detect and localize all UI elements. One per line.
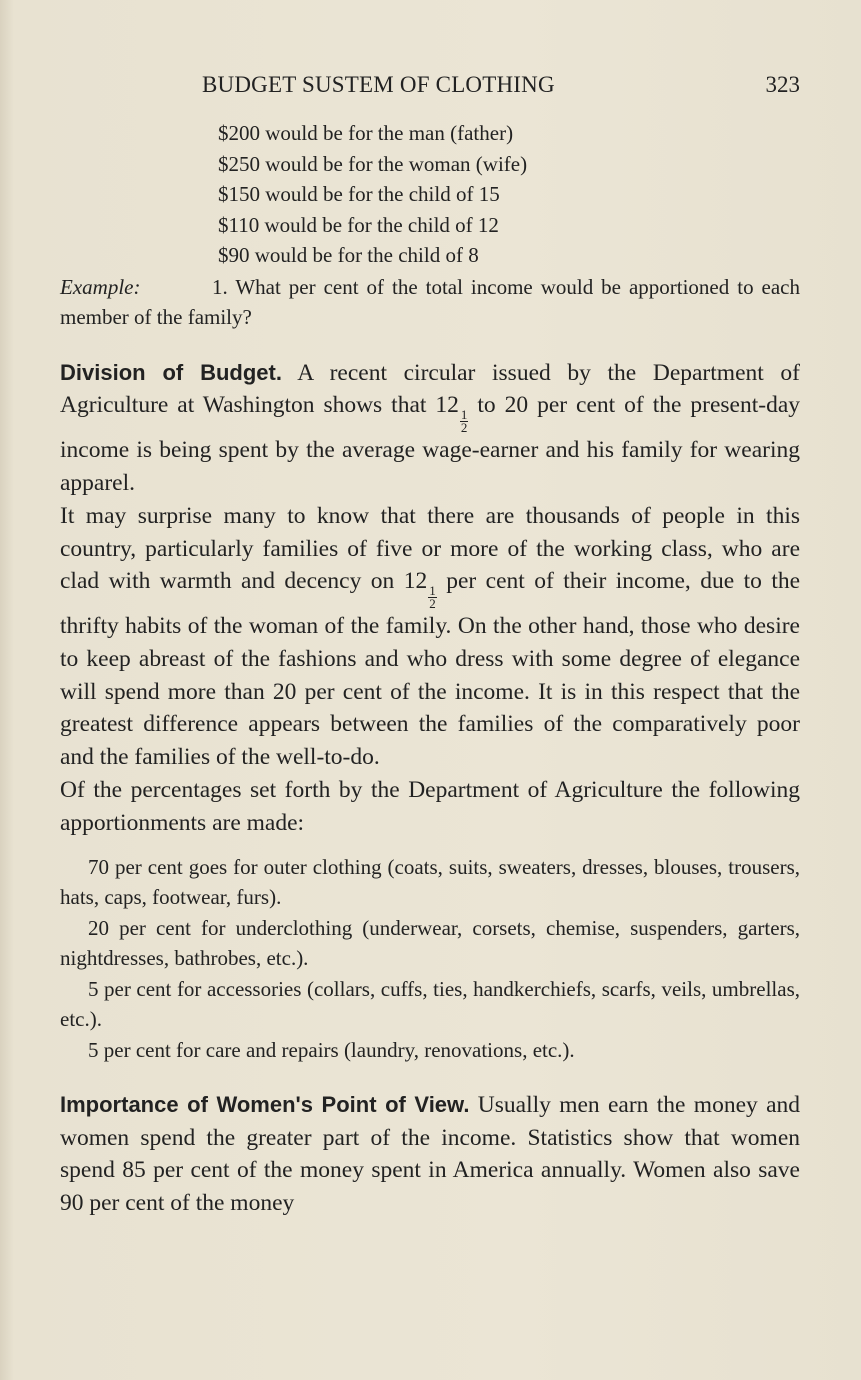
apportionment-item: 20 per cent for underclothing (underwear, corsets, chemise, suspenders, garters, nightdresses, bathrobes, etc.). <box>60 915 800 971</box>
fraction-half: $\frac{1}{2}$ <box>460 407 468 436</box>
apportionment-list <box>60 852 800 1066</box>
allocation-item: $150 would be for the child of 15 <box>218 182 500 206</box>
section-heading-importance: Importance of Women's Point of View. <box>60 1092 470 1118</box>
section-heading-division: Division of Budget. <box>60 359 282 385</box>
example-label: Example: <box>60 274 141 299</box>
division-text-a: A recent circular issued by the Department of Agriculture at Washington shows that 12 <box>60 359 800 419</box>
allocation-item: $110 would be for the child of 12 <box>218 212 499 237</box>
allocation-list <box>218 118 800 271</box>
allocation-item: $90 would be for the child of 8 <box>218 243 479 267</box>
fraction-half: $\frac{1}{2}$ <box>429 583 436 612</box>
page-body <box>60 118 800 1220</box>
division-paragraph-3: Of the percentages set forth by the Department of Agriculture the following apportionments are made: <box>60 777 800 837</box>
allocation-item: $250 would be for the woman (wife) <box>218 151 528 176</box>
apportionment-item: 70 per cent goes for outer clothing (coats, suits, sweaters, dresses, blouses, trousers, hats, caps, footwear, furs). <box>60 854 800 910</box>
running-title: BUDGET SUSTEM OF CLOTHING <box>202 72 555 97</box>
example-paragraph <box>60 272 800 333</box>
example-text: 1. What per cent of the total income would be apportioned to each member of the family? <box>60 274 800 329</box>
page-number: 323 <box>765 72 800 97</box>
importance-text: Usually men earn the money and women spend the greater part of the income. Statistics show that women spend 85 per cent of the money spent in America annually. Women also save 90 per cent of the money <box>60 1092 801 1216</box>
importance-paragraph <box>60 1089 800 1219</box>
division-paragraph-1 <box>60 357 800 500</box>
division-paragraph-2 <box>60 500 800 773</box>
apportionment-item: 5 per cent for accessories (collars, cuffs, ties, handkerchiefs, scarfs, veils, umbrellas, etc.). <box>60 976 800 1032</box>
apportionment-item: 5 per cent for care and repairs (laundry, renovations, etc.). <box>88 1037 575 1062</box>
allocation-item: $200 would be for the man (father) <box>218 121 514 145</box>
division-p2-text-a: It may surprise many to know that there are thousands of people in this country, particularly families of five or more of the working class, who are clad with warmth and decency on 12 <box>60 503 800 595</box>
division-text-b: to 20 per cent of the present-day income is being spent by the average wage-earner and his family for wearing apparel. <box>60 392 800 496</box>
running-header <box>60 68 800 102</box>
division-p2-text-b: per cent of their income, due to the thrifty habits of the woman of the family. On the other hand, those who desire to keep abreast of the fashions and who dress with some degree of elegance will spend more than 20 per cent of the income. It is in this respect that the greatest difference appears between the families of the comparatively poor and the families of the well-to-do. <box>60 568 801 770</box>
